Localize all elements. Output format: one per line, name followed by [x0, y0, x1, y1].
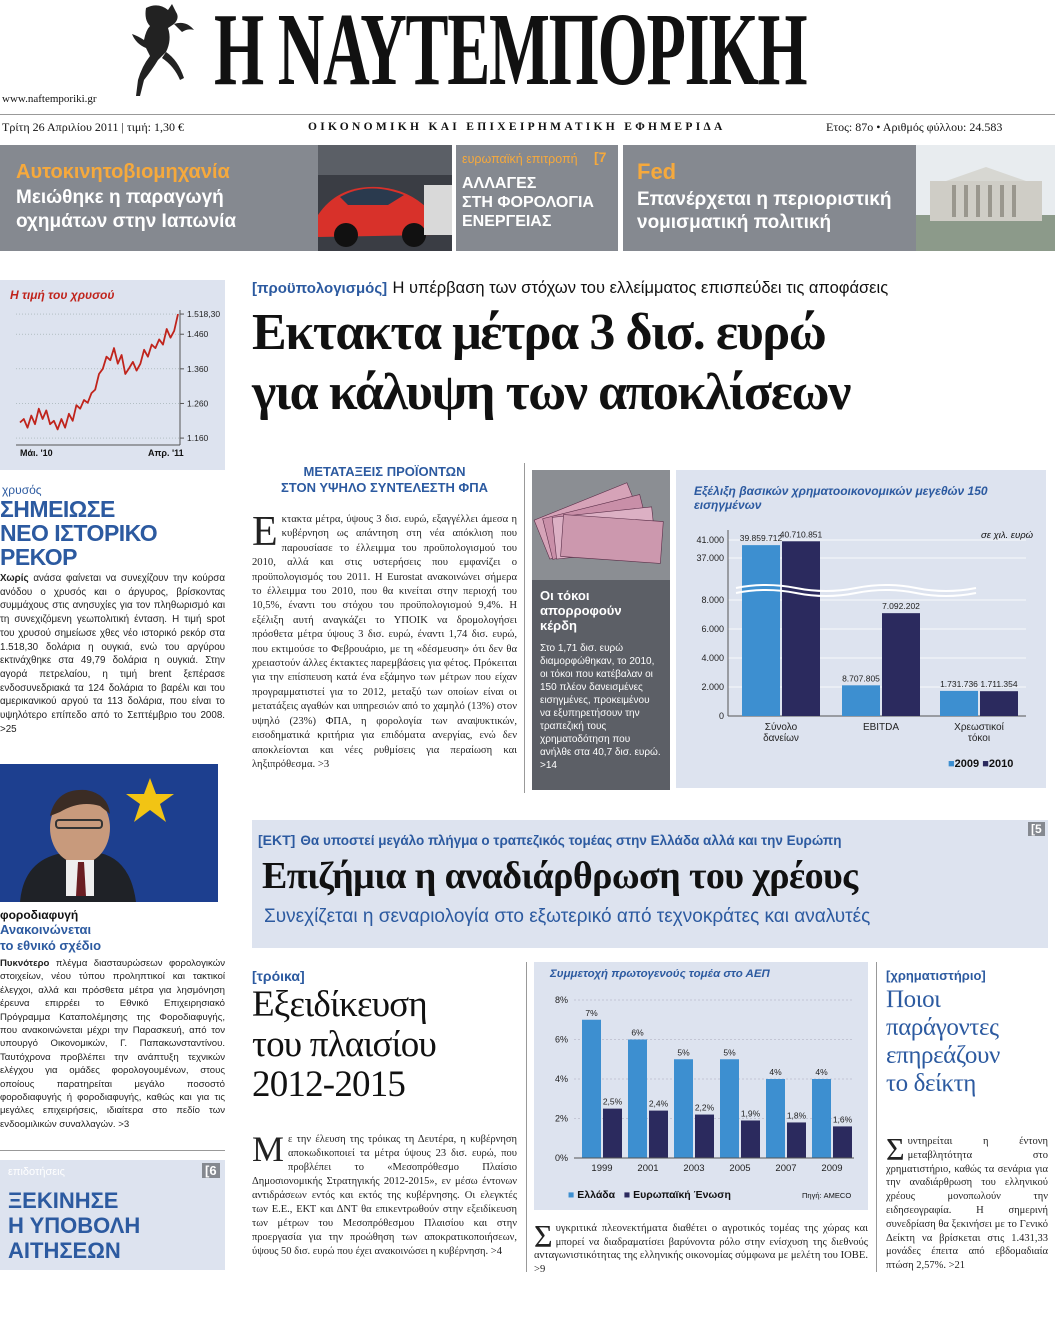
financials-chart: [676, 470, 1046, 788]
data-label: 40.710.851: [779, 529, 823, 540]
chart-title: Εξέλιξη βασικών χρηματοοικονομικών μεγεθών 150 εισηγμένων: [694, 484, 988, 512]
data-label: 7%: [585, 1007, 598, 1018]
gold-body-text: ανάσα φαίνεται να συνεχίζουν την κούρσα ανόδου ο χρυσός και ο άργυρος, βρίσκοντας συμμάχους στις ανησυχίες για τον πληθωρισμό και τη συνεχιζόμενη γεωπολιτική ένταση. Η τιμή spot του χρυσού σημείωσε χθες νέο ιστορικό ρεκόρ στα 1.518,30 δολάρια η ουγκιά, ενώ του αργύρου εκτινάχθηκε στα 49,79 δολάρια η ουγκιά. Στην αγορά πετρελαίου, η τιμή brent ξεπέρασε ενδοσυνεδριακά τα 124 δολάρια το βαρέλι και του αμερικανικού αργού τα 113 δολάρια, που είναι το υψηλότερο επίπεδο από το Σεπτέμβριο του 2008. >25: [0, 573, 225, 735]
category-label: δανείων: [763, 733, 799, 744]
bar-eu: [603, 1109, 622, 1158]
y-tick-label: 0: [718, 711, 724, 721]
tagline: ΟΙΚΟΝΟΜΙΚΗ ΚΑΙ ΕΠΙΧΕΙΡΗΜΑΤΙΚΗ ΕΦΗΜΕΡΙΔΑ: [308, 121, 726, 133]
data-label: 1,8%: [786, 1110, 807, 1121]
bar-2010: [980, 691, 1018, 716]
teaser-headline: οχημάτων στην Ιαπωνία: [16, 211, 237, 232]
dropcap: Μ: [252, 1129, 285, 1169]
legend-swatch-eu: ■: [623, 1189, 631, 1201]
gold-headline[interactable]: [0, 497, 225, 569]
gold-lead: Χωρίς: [0, 573, 29, 584]
y-tick-label: 41.000: [696, 535, 724, 545]
car-photo: [318, 145, 452, 251]
teaser-headline: νομισματική πολιτική: [637, 212, 832, 233]
fed-building-photo: [916, 145, 1055, 251]
x-axis-start-label: Μάι. '10: [20, 448, 53, 458]
banks-headline: [540, 588, 622, 633]
stocks-headline[interactable]: [886, 986, 1000, 1098]
teaser-fed[interactable]: [623, 145, 1055, 251]
tax-headline-line: Ανακοινώνεται: [0, 922, 92, 937]
bar-eu: [787, 1122, 806, 1158]
bar-2009: [842, 685, 880, 716]
data-label: 2,4%: [648, 1098, 669, 1109]
banks-headline-line: κέρδη: [540, 618, 577, 633]
data-label: 1.711.354: [980, 679, 1018, 690]
banks-headline-line: απορροφούν: [540, 603, 622, 618]
bar-greece: [674, 1059, 693, 1158]
y-tick-label: 8%: [554, 995, 568, 1005]
bar-2009: [742, 545, 780, 716]
debt-subhead: Συνεχίζεται η σεναριολογία στο εξωτερικό από τεχνοκράτες και αναλυτές: [264, 906, 871, 927]
y-tick-label: 6.000: [701, 624, 724, 634]
gdp-chart: [534, 962, 868, 1210]
bar-eu: [649, 1111, 668, 1158]
tax-body-text: πλέγμα διασταυρώσεων φορολογικών στοιχείων, νέου τύπου προληπτικοί και τακτικοί έλεγχοι, αλλά και πρόσθετα μέτρα για λησμόνηση έρευνα επιρρέει το Εθνικό Επιχειρησιακό Πρόγραμμα Καταπολέμησης της Φοροδιαφυγής, που ανακοινώνεται μέχρι την Παρασκευή, από τον υπουργό Οικονομικών, Γ. Παπακωνσταντίνου. Ταυτόχρονα προβλέπει την ανάπτυξη τεχνικών ελέγχου για ομάδες φορολογουμένων, στους οποίους παρατηρείται μεγάλο ποσοστό φοροδιαφυγής ή φοροδιαφυγής, καθώς και για τις μεγάλες επιχειρήσεις, ιδιαίτερα στο πεδίο των ενδοομιλικών συναλλαγών. >3: [0, 958, 226, 1130]
masthead-rule: [0, 114, 1055, 115]
data-label: 2,2%: [694, 1102, 715, 1113]
gold-headline-line: ΣΗΜΕΙΩΣΕ: [0, 496, 115, 522]
bar-greece: [766, 1079, 785, 1158]
troika-kicker: [τρόικα]: [252, 968, 305, 984]
category-label: 2009: [821, 1163, 843, 1174]
legend-swatch-2010: ■: [982, 758, 989, 770]
chart-legend: [568, 1189, 731, 1201]
dropcap: Σ: [534, 1218, 553, 1254]
category-label: EBITDA: [862, 722, 900, 733]
debt-overline: [258, 830, 842, 849]
data-label: 4%: [769, 1067, 782, 1077]
category-label: Χρεωστικοί: [954, 722, 1004, 733]
lead-kicker: [προϋπολογισμός]: [252, 280, 388, 297]
category-label: 2001: [637, 1163, 659, 1174]
y-tick-label: 1.518,30: [187, 309, 221, 320]
lead-headline-line: Εκτακτα μέτρα 3 δισ. ευρώ: [252, 304, 826, 361]
tax-lead: Πυκνότερο: [0, 958, 50, 969]
gold-line-chart: [0, 280, 225, 470]
stocks-headline-line: Ποιοι: [886, 986, 941, 1013]
data-label: 5%: [677, 1047, 690, 1058]
dropcap: Ε: [252, 509, 278, 555]
hermes-logo: [128, 0, 200, 98]
gold-headline-line: ΝΕΟ ΙΣΤΟΡΙΚΟ: [0, 520, 158, 546]
tax-headline[interactable]: [0, 922, 101, 954]
y-tick-label: 1.460: [187, 329, 209, 340]
debt-headline: Επιζήμια η αναδιάρθρωση του χρέους: [262, 855, 858, 897]
data-label: 1,9%: [740, 1108, 761, 1119]
lead-headline-line: για κάλυψη των αποκλίσεων: [252, 364, 850, 421]
teaser-headline: Επανέρχεται η περιοριστική: [637, 189, 892, 210]
teaser-kicker: επιδοτήσεις: [8, 1166, 65, 1178]
x-axis-end-label: Απρ. '11: [148, 448, 184, 458]
masthead: [0, 0, 1055, 140]
debt-banner[interactable]: [252, 820, 1048, 948]
y-tick-label: 8.000: [701, 595, 724, 605]
y-tick-label: 37.000: [696, 553, 724, 563]
tax-body: [0, 957, 225, 1131]
bar-greece: [628, 1040, 647, 1159]
bar-eu: [695, 1115, 714, 1158]
lead-subhead-line: ΜΕΤΑΤΑΞΕΙΣ ΠΡΟΪΟΝΤΩΝ: [303, 464, 466, 479]
minister-photo: [0, 764, 218, 902]
lead-subhead-line: ΣΤΟΝ ΥΨΗΛΟ ΣΥΝΤΕΛΕΣΤΗ ΦΠΑ: [280, 480, 488, 495]
teaser-subsidies[interactable]: [0, 1160, 225, 1270]
stocks-headline-line: το δείκτη: [886, 1070, 976, 1097]
bar-greece: [812, 1079, 831, 1158]
chart-source: Πηγή: AMECO: [802, 1191, 852, 1200]
teaser-kicker: ευρωπαϊκή επιτροπή: [462, 152, 578, 166]
bar-2009: [940, 691, 978, 716]
financials-bars: [676, 470, 1046, 788]
stocks-body-text: υντηρείται η έντονη μεταβλητότητα στο χρηματιστήριο, καθώς τα σενάρια για την αναδιάρθρωση του ελληνικού χρέους μονοπωλούν την ειδησεογραφία. Η σημερινή συνεδρίαση θα ξεκινήσει με το Γενικό Δείκτη να βρίσκεται στις 1.431,33 μονάδες έπειτα από εβδομαδιαία πτώση 2,57%. >21: [886, 1136, 1048, 1272]
page-ref[interactable]: [6: [202, 1163, 220, 1178]
legend-2010: 2010: [988, 758, 1014, 770]
teaser-headline: Η ΥΠΟΒΟΛΗ: [8, 1213, 141, 1238]
category-label: 2005: [729, 1163, 751, 1174]
gold-price-line: [20, 314, 178, 429]
legend-2009: 2009: [954, 758, 980, 770]
category-label: Σύνολο: [764, 722, 798, 733]
stocks-headline-line: επηρεάζουν: [886, 1042, 1000, 1069]
y-tick-label: 4%: [554, 1074, 568, 1084]
lead-overline: [252, 278, 888, 298]
y-tick-label: 2%: [554, 1113, 568, 1124]
lead-body-text: κτακτα μέτρα, ύψους 3 δισ. ευρώ, εξαγγέλλει άμεσα η κυβέρνηση ως απάντηση στη νέα απόκλιση που παρουσίασε το έλλειμμα του προϋπολογισμού του 2010, αλλά και στις υστερήσεις που εμφανίζει ο προϋπολογισμός του 2011. Η Eurostat ανακοινώνει σήμερα το έλλειμμα του 2010, που θα κινείται στην περιοχή του 10,5%, έναντι του στόχου του προϋπολογισμού 9,4%. Η εξέλιξη αυτή αναγκάζει το ΥΠΟΙΚ να δρομολογήσει πρόσθετα μέτρα ύψους 3 δισ. ευρώ, έναντι 1,74 δισ. ευρώ, που εκτιμούσε το Φεβρουάριο, με τη «δέσμευση» ότι δεν θα χρειαστούν άλλες έκτακτες παρεμβάσεις για φέτος. Πρόκειται για την επίσπευση κατά ένα εξάμηνο των μέτρων που είχαν προγραμματιστεί για το 2012, μεταξύ των οποίων είναι οι μετατάξεις αγαθών και υπηρεσιών από το χαμηλό (13%) στον υψηλό (23%) ΦΠΑ, η φορολογία των αναψυκτικών, εισοδηματικά κριτήρια για επιδόματα ανεργίας, ενώ δεν αποκλείονται και νέες ρυθμίσεις για περαίωση και ληξιπρόθεσμα. >3: [252, 514, 517, 770]
page-ref[interactable]: [7: [594, 149, 607, 165]
data-label: 39.859.712: [739, 533, 783, 544]
chart-legend: [948, 758, 1013, 770]
euro-banknotes-photo: [532, 470, 670, 580]
troika-headline-line: 2012-2015: [252, 1064, 406, 1105]
bar-eu: [833, 1126, 852, 1158]
dropcap: Σ: [886, 1131, 905, 1167]
chart-title: Η τιμή του χρυσού: [10, 288, 115, 302]
teaser-kicker: Fed: [637, 159, 677, 184]
bar-2010: [882, 613, 920, 716]
category-label: 2007: [775, 1163, 797, 1174]
teaser-headline: ΕΝΕΡΓΕΙΑΣ: [462, 213, 552, 230]
column-rule: [524, 463, 525, 793]
masthead-url[interactable]: www.naftemporiki.gr: [2, 93, 97, 105]
lead-subhead: [252, 464, 517, 496]
teaser-headline: ΑΙΤΗΣΕΩΝ: [8, 1238, 121, 1263]
page-ref[interactable]: [5: [1028, 822, 1045, 836]
teaser-headline: Μειώθηκε η παραγωγή: [16, 187, 224, 208]
teaser-kicker: Αυτοκινητοβιομηχανία: [16, 161, 230, 183]
troika-body: [252, 1129, 517, 1259]
teaser-automotive[interactable]: [0, 145, 452, 251]
troika-headline-line: Εξειδίκευση: [252, 984, 427, 1025]
troika-headline[interactable]: [252, 985, 436, 1105]
y-tick-label: 1.160: [187, 433, 209, 444]
gold-kicker: χρυσός: [2, 483, 42, 497]
data-label: 1,6%: [832, 1114, 853, 1125]
lead-headline[interactable]: [252, 303, 850, 423]
chart-title: Συμμετοχή πρωτογενούς τομέα στο ΑΕΠ: [550, 968, 770, 980]
legend-swatch-2009: ■: [948, 758, 955, 770]
stocks-body: [886, 1131, 1048, 1273]
data-label: 6%: [631, 1027, 644, 1038]
data-label: 7.092.202: [882, 601, 920, 612]
lead-overline-text: Η υπέρβαση των στόχων του ελλείμματος επισπεύδει τις αποφάσεις: [392, 279, 889, 297]
agri-body: [534, 1218, 868, 1276]
gold-chart: [0, 280, 225, 470]
legend-greece: Ελλάδα: [577, 1189, 616, 1201]
data-label: 4%: [815, 1067, 828, 1077]
masthead-title: Η ΝΑΥΤΕΜΠΟΡΙΚΗ: [214, 0, 807, 107]
y-tick-label: 0%: [554, 1153, 568, 1163]
teaser-headline: ΑΛΛΑΓΕΣ: [462, 175, 537, 192]
stocks-headline-line: παράγοντες: [886, 1014, 999, 1041]
banks-body: Στο 1,71 δισ. ευρώ διαμορφώθηκαν, το 2010, οι τόκοι που κατέβαλαν οι 150 πλέον δανεισμένες εισηγμένες, προκειμένου να εξυπηρετήσουν την τραπεζική τους χρηματοδότηση που ανήλθε στα 40,7 δισ. ευρώ. >14: [540, 643, 661, 771]
debt-kicker: [ΕΚΤ]: [258, 832, 296, 848]
troika-headline-line: του πλαισίου: [252, 1024, 437, 1065]
teaser-energy-tax[interactable]: [456, 145, 618, 251]
legend-swatch-greece: ■: [568, 1189, 575, 1201]
gdp-bars: [534, 962, 868, 1210]
data-label: 2,5%: [602, 1096, 623, 1107]
debt-overline-text: Θα υποστεί μεγάλο πλήγμα ο τραπεζικός τομέας στην Ελλάδα αλλά και την Ευρώπη: [300, 833, 842, 848]
category-label: 1999: [591, 1163, 613, 1174]
tax-headline-line: το εθνικό σχέδιο: [0, 938, 102, 953]
bar-eu: [741, 1120, 760, 1158]
tax-kicker: φοροδιαφυγή: [0, 908, 79, 922]
issue-date: Τρίτη 26 Απριλίου 2011 | τιμή: 1,30 €: [2, 120, 184, 134]
teaser-headline: ΣΤΗ ΦΟΡΟΛΟΓΙΑ: [462, 194, 594, 211]
category-label: 2003: [683, 1163, 705, 1174]
banks-box[interactable]: [532, 470, 670, 790]
teaser-headline: ΞΕΚΙΝΗΣΕ: [8, 1188, 119, 1213]
agri-body-text: υγκριτικά πλεονεκτήματα διαθέτει ο αγροτικός τομέας της χώρας και μπορεί να διαδραματίσει βαρύνοντα ρόλο στην ενίσχυση της διεθνούς ανταγωνιστικότητας της ελληνικής οικονομίας σύμφωνα με μελέτη του ΙΟΒΕ. >9: [534, 1223, 868, 1275]
legend-eu: Ευρωπαϊκή Ένωση: [633, 1189, 731, 1201]
divider: [0, 1150, 225, 1151]
data-label: 1.731.736: [940, 678, 978, 689]
banks-headline-line: Οι τόκοι: [540, 588, 590, 603]
bar-greece: [582, 1020, 601, 1158]
bar-greece: [720, 1059, 739, 1158]
chart-unit: σε χιλ. ευρώ: [981, 530, 1034, 541]
issue-number: Ετος: 87ο • Αριθμός φύλλου: 24.583: [826, 120, 1003, 134]
gold-body: [0, 572, 225, 736]
data-label: 5%: [723, 1047, 736, 1058]
data-label: 8.707.805: [842, 673, 880, 684]
lead-body: [252, 509, 517, 772]
column-rule: [876, 962, 877, 1272]
y-tick-label: 2.000: [701, 682, 724, 692]
y-tick-label: 1.260: [187, 398, 209, 409]
category-label: τόκοι: [967, 733, 991, 744]
y-tick-label: 6%: [554, 1034, 568, 1045]
gold-headline-line: ΡΕΚΟΡ: [0, 544, 77, 570]
column-rule: [526, 962, 527, 1272]
troika-body-text: ε την έλευση της τρόικας τη Δευτέρα, η κυβέρνηση αποκωδικοποιεί τα μέτρα ύψους 23 δισ. ευρώ, που προβλέπει το «Μεσοπρόθεσμο Πλαίσιο Δημοσιονομικής Στρατηγικής 2012-2015», εν μέσω έντονων αντιδράσεων εντός και εκτός της κυβέρνησης. Οι ελεγκτές των Ε.Ε., ΕΚΤ και ΔΝΤ θα επικεντρωθούν στην εξειδίκευση των μέτρων του Μεσοπρόθεσμου Πλαισίου και στην προεργασία για την προώθηση των αποκρατικοποιήσεων, ύψους 50 δισ. ευρώ που έχει ανακοινώσει η κυβέρνηση. >4: [252, 1134, 517, 1257]
stocks-kicker: [χρηματιστήριο]: [886, 968, 986, 983]
y-tick-label: 1.360: [187, 363, 209, 374]
bar-2010: [782, 541, 820, 716]
y-tick-label: 4.000: [701, 653, 724, 663]
